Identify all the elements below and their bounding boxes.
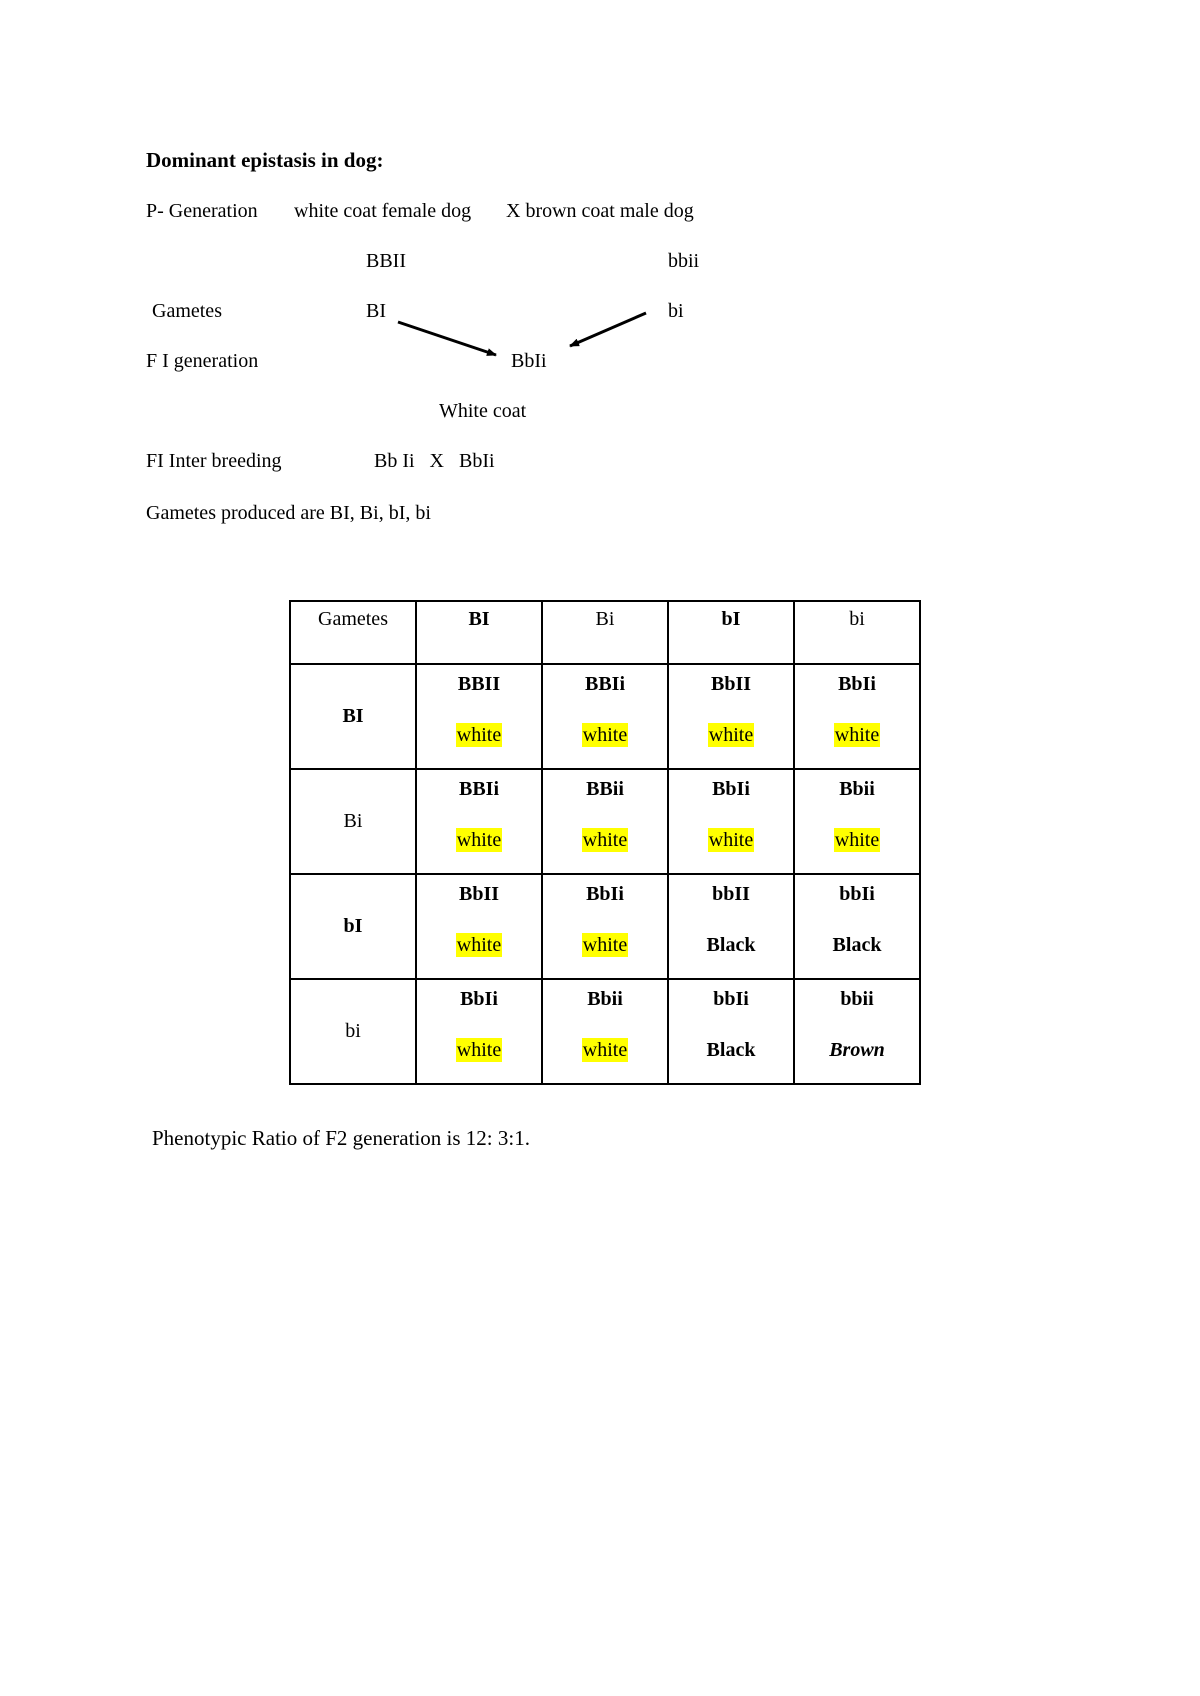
punnett-row: [290, 664, 920, 769]
male-genotype: bbii: [668, 250, 700, 272]
col-header: bI: [668, 601, 794, 664]
cell-phenotype: white: [582, 829, 628, 851]
cell-genotype: BbII: [458, 883, 500, 905]
cell-phenotype: white: [582, 1039, 628, 1061]
cell-phenotype: Black: [832, 934, 882, 956]
cell-phenotype: white: [708, 724, 754, 746]
col-header: bi: [794, 601, 920, 664]
f1-label: F I generation: [146, 350, 259, 372]
punnett-cell: [416, 979, 542, 1084]
punnett-cell: [416, 874, 542, 979]
cell-genotype: BbIi: [838, 673, 876, 695]
punnett-cell: [794, 874, 920, 979]
p-generation-female: white coat female dog: [294, 200, 472, 222]
punnett-row: [290, 874, 920, 979]
col-header: BI: [416, 601, 542, 664]
cell-genotype: BbIi: [586, 883, 624, 905]
female-gamete: BI: [366, 300, 386, 322]
cell-genotype: BBii: [586, 778, 624, 800]
punnett-cell: [794, 664, 920, 769]
gametes-label: Gametes: [152, 300, 222, 322]
cell-genotype: BbII: [710, 673, 752, 695]
row-header: Bi: [290, 769, 416, 874]
punnett-cell: [668, 874, 794, 979]
p-generation-cross: X brown coat male dog: [506, 200, 694, 222]
cell-genotype: bbIi: [839, 883, 875, 905]
cell-phenotype: Black: [706, 1039, 756, 1061]
f1-genotype: BbIi: [511, 350, 547, 372]
cell-genotype: BBII: [457, 673, 501, 695]
cell-phenotype: white: [456, 829, 502, 851]
cell-phenotype: white: [834, 829, 880, 851]
f1-phenotype: White coat: [439, 400, 527, 422]
f1-interbreeding-cross: Bb Ii X BbIi: [374, 450, 495, 472]
col-header: Bi: [542, 601, 668, 664]
punnett-cell: [794, 979, 920, 1084]
punnett-cell: [794, 769, 920, 874]
right-arrow: [570, 313, 646, 346]
cell-phenotype: white: [456, 934, 502, 956]
cell-phenotype: white: [834, 724, 880, 746]
punnett-square: [289, 600, 921, 1085]
cell-genotype: BbIi: [460, 988, 498, 1010]
left-arrow: [398, 322, 496, 355]
cell-genotype: BBIi: [584, 673, 626, 695]
row-header: bi: [290, 979, 416, 1084]
phenotypic-ratio: Phenotypic Ratio of F2 generation is 12: 3:1.: [152, 1126, 530, 1150]
punnett-row: [290, 769, 920, 874]
cell-phenotype: white: [456, 724, 502, 746]
cell-phenotype: Black: [706, 934, 756, 956]
cell-phenotype: white: [456, 1039, 502, 1061]
punnett-cell: [668, 979, 794, 1084]
cell-genotype: Bbii: [839, 778, 875, 800]
punnett-cell: [416, 769, 542, 874]
cell-genotype: BbIi: [712, 778, 750, 800]
cell-genotype: bbii: [840, 988, 874, 1010]
punnett-cell: [542, 874, 668, 979]
punnett-cell: [542, 979, 668, 1084]
punnett-cell: [542, 664, 668, 769]
punnett-cell: [542, 769, 668, 874]
cell-phenotype: white: [582, 934, 628, 956]
gametes-produced: Gametes produced are BI, Bi, bI, bi: [146, 502, 431, 524]
document-title: Dominant epistasis in dog:: [146, 148, 384, 172]
f1-interbreeding-label: FI Inter breeding: [146, 450, 282, 472]
male-gamete: bi: [668, 300, 684, 322]
cell-genotype: Bbii: [587, 988, 623, 1010]
punnett-header-row: [290, 601, 920, 664]
cell-phenotype: Brown: [829, 1039, 885, 1061]
p-generation-label: P- Generation: [146, 200, 258, 222]
cell-phenotype: white: [582, 724, 628, 746]
punnett-row: [290, 979, 920, 1084]
row-header: BI: [290, 664, 416, 769]
cell-genotype: bbII: [712, 883, 750, 905]
cell-phenotype: white: [708, 829, 754, 851]
punnett-cell: [416, 664, 542, 769]
cell-genotype: bbIi: [713, 988, 749, 1010]
cell-genotype: BBIi: [458, 778, 500, 800]
punnett-corner: Gametes: [290, 601, 416, 664]
female-genotype: BBII: [366, 250, 406, 272]
row-header: bI: [290, 874, 416, 979]
punnett-cell: [668, 664, 794, 769]
punnett-cell: [668, 769, 794, 874]
